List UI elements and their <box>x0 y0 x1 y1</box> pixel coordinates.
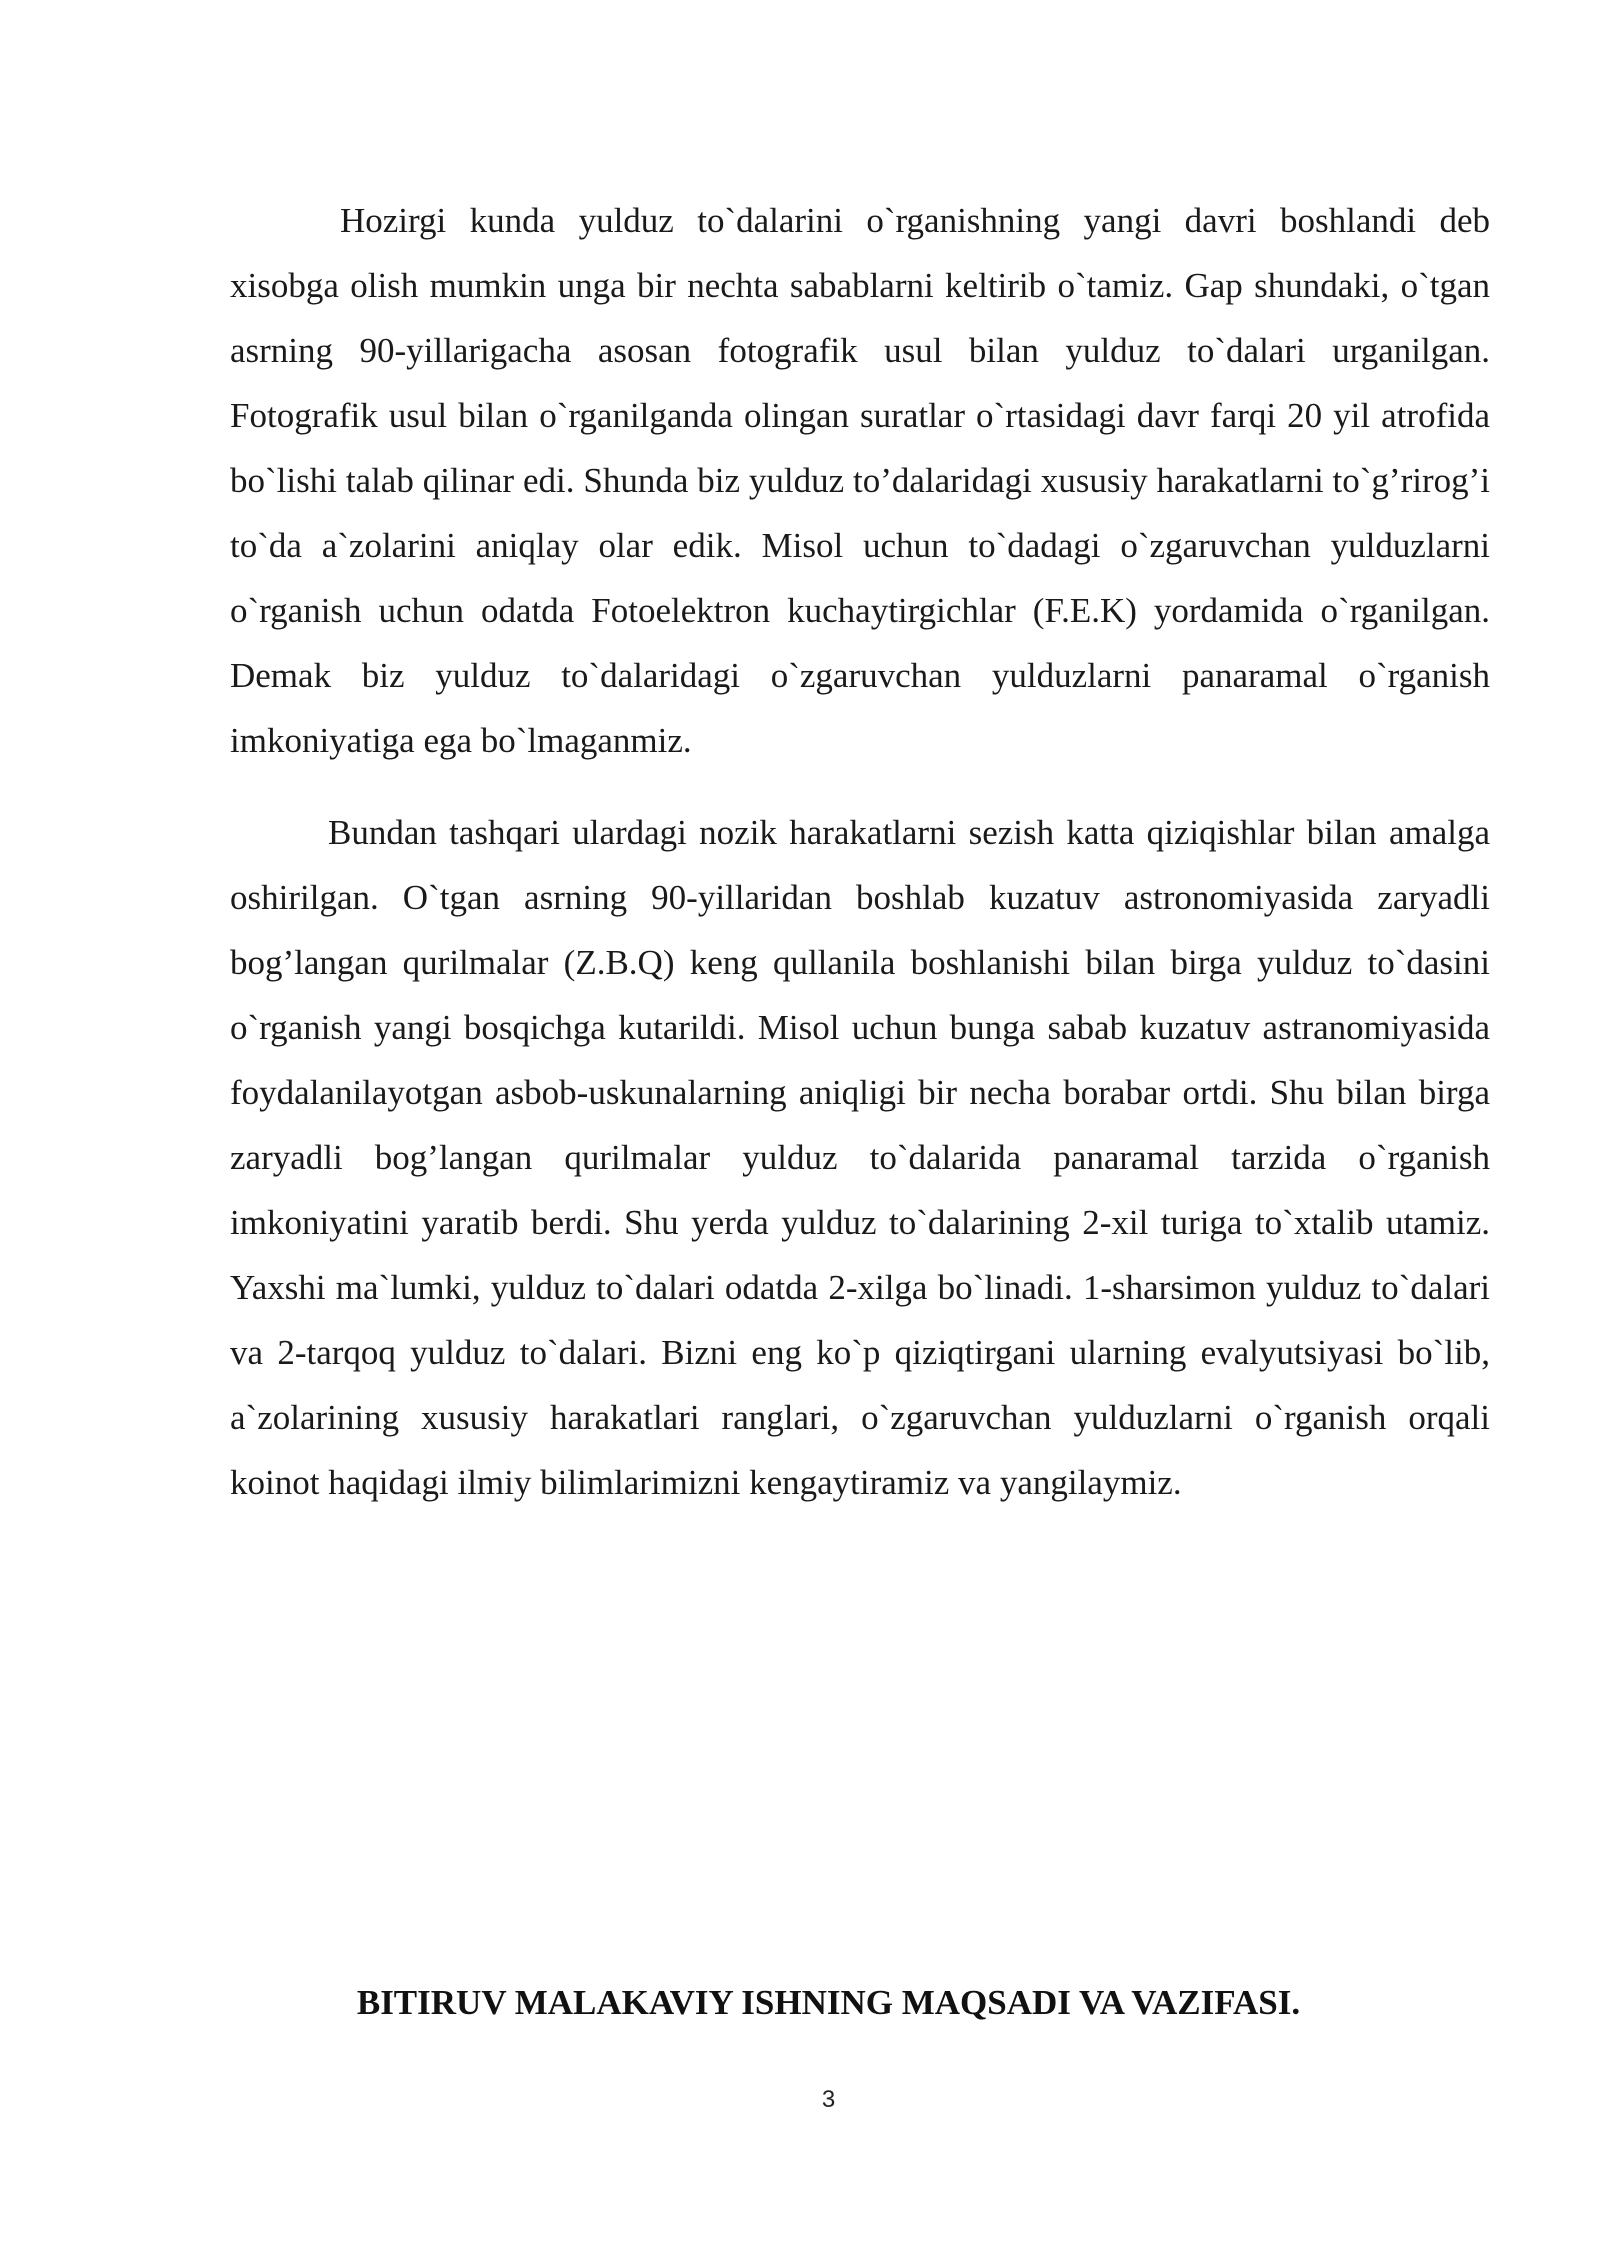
page-number: 3 <box>821 2086 836 2113</box>
paragraph: Hozirgi kunda yulduz to`dalarini o`rganishning yangi davri boshlandi deb xisobga olish mumkin unga bir nechta sabablarni keltirib o`tamiz. Gap shundaki, o`tgan asrning 90-yillarigacha asosan fotografik usul bilan yulduz to`dalari urganilgan. Fotografik usul bilan o`rganilganda olingan suratlar o`rtasidagi davr farqi 20 yil atrofida bo`lishi talab qilinar edi. Shunda biz yulduz to’dalaridagi xususiy harakatlarni to`g’rirog’i to`da a`zolarini aniqlay olar edik. Misol uchun to`dadagi o`zgaruvchan yulduzlarni o`rganish uchun odatda Fotoelektron kuchaytirgichlar (F.E.K) yordamida o`rganilgan. Demak biz yulduz to`dalaridagi o`zgaruvchan yulduzlarni panaramal o`rganish imkoniyatiga ega bo`lmaganmiz. <box>230 201 1490 760</box>
body-text <box>230 188 1490 1515</box>
paragraph: Bundan tashqari ulardagi nozik harakatlarni sezish katta qiziqishlar bilan amalga oshirilgan. O`tgan asrning 90-yillaridan boshlab kuzatuv astronomiyasida zaryadli bog’langan qurilmalar (Z.B.Q) keng qullanila boshlanishi bilan birga yulduz to`dasini o`rganish yangi bosqichga kutarildi. Misol uchun bunga sabab kuzatuv astranomiyasida foydalanilayotgan asbob-uskunalarning aniqligi bir necha borabar ortdi. Shu bilan birga zaryadli bog’langan qurilmalar yulduz to`dalarida panaramal tarzida o`rganish imkoniyatini yaratib berdi. Shu yerda yulduz to`dalarining 2-xil turiga to`xtalib utamiz. Yaxshi ma`lumki, yulduz to`dalari odatda 2-xilga bo`linadi. 1-sharsimon yulduz to`dalari va 2-tarqoq yulduz to`dalari. Bizni eng ko`p qiziqtirgani ularning evalyutsiyasi bo`lib, a`zolarining xususiy harakatlari ranglari, o`zgaruvchan yulduzlarni o`rganish orqali koinot haqidagi ilmiy bilimlarimizni kengaytiramiz va yangilaymiz. <box>230 813 1490 1502</box>
section-heading: BITIRUV MALAKAVIY ISHNING MAQSADI VA VAZIFASI. <box>356 1983 1301 2022</box>
